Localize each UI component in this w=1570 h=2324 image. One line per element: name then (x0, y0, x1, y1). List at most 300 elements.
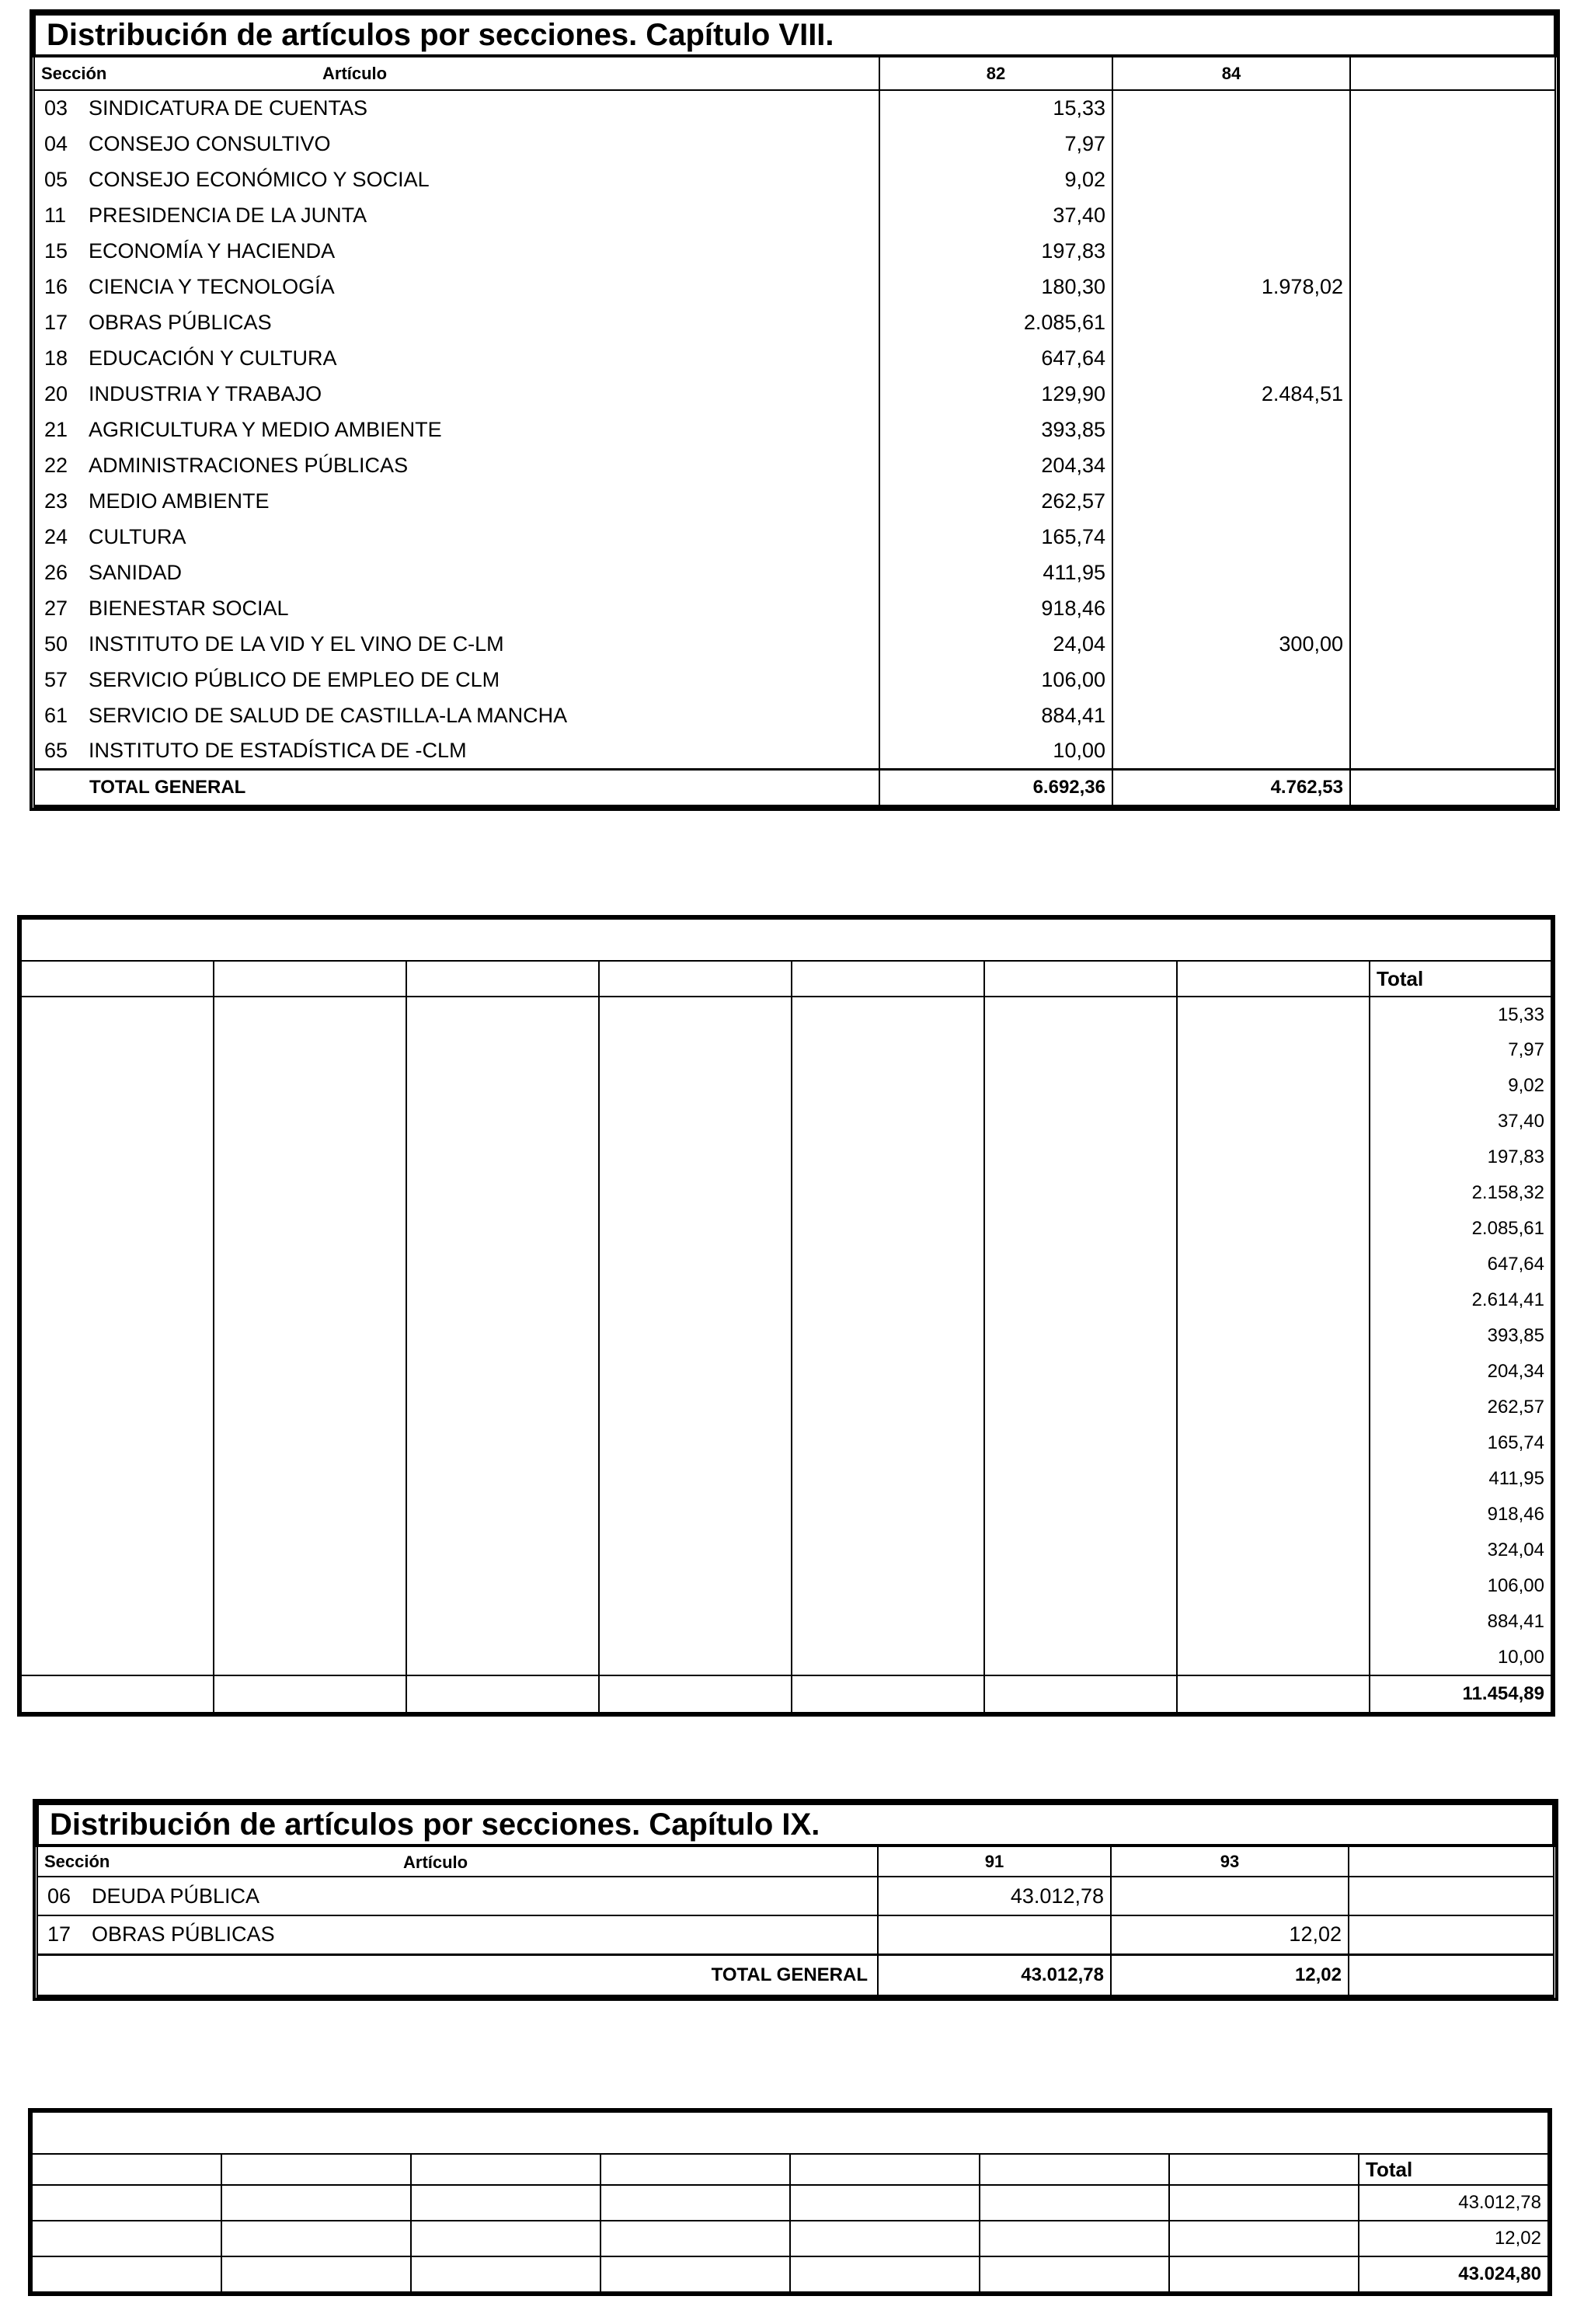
grid-cell (599, 997, 792, 1032)
value-84 (1112, 162, 1350, 197)
value-blank (1349, 1915, 1554, 1954)
grid-header-cell (214, 961, 406, 997)
section-code: 21 (34, 412, 89, 447)
value-blank (1349, 1877, 1554, 1915)
grid-cell (214, 1104, 406, 1139)
grid-cell (1177, 1211, 1370, 1247)
table-row (21, 1175, 1551, 1211)
row-total: 9,02 (1370, 1068, 1551, 1104)
value-blank (1350, 376, 1555, 412)
grid-cell (1169, 2185, 1359, 2221)
table-row (32, 2185, 1548, 2221)
table-row (34, 376, 1555, 412)
grid-cell (214, 1533, 406, 1568)
grid-cell (1169, 2221, 1359, 2256)
grid-cell (599, 1318, 792, 1354)
value-82: 393,85 (879, 412, 1112, 447)
grid-cell (792, 1533, 984, 1568)
cap8-table (33, 12, 1557, 808)
cap8-total-82: 6.692,36 (879, 769, 1112, 806)
grid-cell (792, 1390, 984, 1425)
row-total: 918,46 (1370, 1497, 1551, 1533)
grid-cell (21, 1640, 214, 1675)
row-total: 647,64 (1370, 1247, 1551, 1282)
grid-cell (1177, 1640, 1370, 1675)
grid-cell (792, 997, 984, 1032)
cap8-total-label: TOTAL GENERAL (34, 769, 879, 806)
row-total: 393,85 (1370, 1318, 1551, 1354)
cap9-total-91: 43.012,78 (878, 1954, 1111, 1996)
grid-cell (214, 1604, 406, 1640)
grid-total-cell (214, 1675, 406, 1713)
grid-cell (1177, 1318, 1370, 1354)
table-row (21, 1497, 1551, 1533)
grid-cell (599, 1568, 792, 1604)
cap9-total-label: TOTAL GENERAL (37, 1954, 878, 1996)
grid-total-cell (599, 1675, 792, 1713)
table-row (21, 1425, 1551, 1461)
grid-cell (790, 2185, 980, 2221)
cap9-header-articulo: Artículo (403, 1853, 468, 1872)
grid-total-cell (790, 2256, 980, 2292)
table-row (34, 304, 1555, 340)
value-82: 197,83 (879, 233, 1112, 269)
cap9-header-blank (1349, 1846, 1554, 1877)
cap8-header-seccion: Sección (41, 63, 107, 83)
value-82: 7,97 (879, 126, 1112, 162)
table-row (34, 483, 1555, 519)
table-row (37, 1915, 1554, 1954)
grid-cell (406, 1175, 599, 1211)
row-total: 2.085,61 (1370, 1211, 1551, 1247)
grid-cell (1177, 1032, 1370, 1068)
section-name: INDUSTRIA Y TRABAJO (89, 376, 879, 412)
grid-cell (792, 1247, 984, 1282)
grid-cell (599, 1211, 792, 1247)
grid-cell (599, 1247, 792, 1282)
grid-cell (32, 2221, 221, 2256)
table-row (34, 197, 1555, 233)
grid-header-cell (984, 961, 1177, 997)
table-row (21, 1068, 1551, 1104)
table-row (34, 733, 1555, 769)
grid-cell (792, 1425, 984, 1461)
row-total: 15,33 (1370, 997, 1551, 1032)
cap8-totals-header: Total (1370, 961, 1551, 997)
grid-cell (21, 1104, 214, 1139)
section-code: 57 (34, 662, 89, 698)
value-84 (1112, 340, 1350, 376)
value-blank (1350, 126, 1555, 162)
grid-cell (792, 1068, 984, 1104)
grid-cell (406, 1211, 599, 1247)
section-name: OBRAS PÚBLICAS (89, 304, 879, 340)
section-code: 04 (34, 126, 89, 162)
grid-cell (984, 1175, 1177, 1211)
grid-total-cell (1169, 2256, 1359, 2292)
grid-cell (984, 1318, 1177, 1354)
grid-cell (406, 1354, 599, 1390)
grid-header-cell (792, 961, 984, 997)
value-84 (1112, 555, 1350, 590)
grid-total-cell (980, 2256, 1169, 2292)
grid-cell (984, 1497, 1177, 1533)
grid-cell (792, 1104, 984, 1139)
grid-total-cell (792, 1675, 984, 1713)
grid-cell (214, 1139, 406, 1175)
table-row (21, 1282, 1551, 1318)
table-row (34, 269, 1555, 304)
value-84: 300,00 (1112, 626, 1350, 662)
cap9-totals-header: Total (1359, 2154, 1548, 2185)
grid-cell (1177, 1104, 1370, 1139)
grid-cell (792, 1318, 984, 1354)
grid-cell (21, 1354, 214, 1390)
cap8-totals-title-blank (21, 919, 1551, 961)
grid-cell (21, 1425, 214, 1461)
row-total: 197,83 (1370, 1139, 1551, 1175)
value-blank (1350, 555, 1555, 590)
grid-cell (599, 1354, 792, 1390)
value-84 (1112, 90, 1350, 126)
cap9-header-93: 93 (1111, 1846, 1349, 1877)
cap8-title: Distribución de artículos por secciones. Capítulo VIII. (34, 14, 1555, 56)
cap9-total-blank (1349, 1954, 1554, 1996)
grid-cell (984, 1604, 1177, 1640)
grid-cell (21, 1282, 214, 1318)
grid-cell (984, 1461, 1177, 1497)
grid-cell (406, 1318, 599, 1354)
grid-cell (984, 1640, 1177, 1675)
section-name: CULTURA (89, 519, 879, 555)
grid-cell (214, 1318, 406, 1354)
grid-cell (984, 1568, 1177, 1604)
value-84 (1112, 733, 1350, 769)
value-blank (1350, 590, 1555, 626)
grid-cell (984, 1282, 1177, 1318)
grid-cell (1177, 997, 1370, 1032)
table-row (34, 126, 1555, 162)
table-row (21, 997, 1551, 1032)
value-blank (1350, 447, 1555, 483)
table-row (21, 1390, 1551, 1425)
value-blank (1350, 519, 1555, 555)
table-row (21, 1032, 1551, 1068)
grid-total-cell (600, 2256, 790, 2292)
table-row (34, 662, 1555, 698)
grid-cell (984, 1354, 1177, 1390)
section-code: 11 (34, 197, 89, 233)
grid-cell (984, 1211, 1177, 1247)
value-84 (1112, 590, 1350, 626)
grid-cell (599, 1104, 792, 1139)
grid-cell (21, 1497, 214, 1533)
grid-cell (792, 1032, 984, 1068)
grid-cell (406, 1104, 599, 1139)
section-name: SERVICIO PÚBLICO DE EMPLEO DE CLM (89, 662, 879, 698)
section-name: INSTITUTO DE LA VID Y EL VINO DE C-LM (89, 626, 879, 662)
value-84: 1.978,02 (1112, 269, 1350, 304)
value-93: 12,02 (1111, 1915, 1349, 1954)
grid-cell (600, 2185, 790, 2221)
value-blank (1350, 90, 1555, 126)
grid-cell (1177, 1497, 1370, 1533)
value-82: 918,46 (879, 590, 1112, 626)
value-blank (1350, 733, 1555, 769)
cap9-header-91: 91 (878, 1846, 1111, 1877)
section-name: ECONOMÍA Y HACIENDA (89, 233, 879, 269)
value-84: 2.484,51 (1112, 376, 1350, 412)
value-blank (1350, 412, 1555, 447)
section-code: 03 (34, 90, 89, 126)
value-blank (1350, 662, 1555, 698)
grid-cell (1177, 1282, 1370, 1318)
grid-cell (1177, 1247, 1370, 1282)
table-row (34, 555, 1555, 590)
value-84 (1112, 483, 1350, 519)
grid-cell (1177, 1568, 1370, 1604)
grid-total-cell (21, 1675, 214, 1713)
grid-cell (600, 2221, 790, 2256)
grid-cell (221, 2221, 411, 2256)
grid-cell (792, 1282, 984, 1318)
grid-cell (1177, 1390, 1370, 1425)
section-code: 27 (34, 590, 89, 626)
grid-cell (214, 1247, 406, 1282)
section-name: AGRICULTURA Y MEDIO AMBIENTE (89, 412, 879, 447)
grid-cell (21, 1032, 214, 1068)
grid-cell (1177, 1461, 1370, 1497)
grid-cell (984, 1390, 1177, 1425)
value-82: 37,40 (879, 197, 1112, 233)
row-total: 165,74 (1370, 1425, 1551, 1461)
value-84 (1112, 412, 1350, 447)
grid-cell (1177, 1175, 1370, 1211)
section-code: 06 (37, 1877, 92, 1915)
section-code: 61 (34, 698, 89, 733)
cap9-totals-title-blank (32, 2112, 1548, 2154)
row-total: 2.158,32 (1370, 1175, 1551, 1211)
grid-header-cell (21, 961, 214, 997)
grid-cell (984, 1533, 1177, 1568)
grid-cell (21, 1461, 214, 1497)
grid-total-cell (984, 1675, 1177, 1713)
grid-cell (792, 1354, 984, 1390)
grid-cell (406, 1461, 599, 1497)
grid-header-cell (406, 961, 599, 997)
grid-cell (214, 1282, 406, 1318)
section-name: INSTITUTO DE ESTADÍSTICA DE -CLM (89, 733, 879, 769)
section-name: CIENCIA Y TECNOLOGÍA (89, 269, 879, 304)
grid-cell (214, 1425, 406, 1461)
value-82: 24,04 (879, 626, 1112, 662)
section-name: SINDICATURA DE CUENTAS (89, 90, 879, 126)
cap9-header-seccion: Sección (44, 1851, 110, 1871)
grid-cell (411, 2185, 600, 2221)
grid-cell (792, 1175, 984, 1211)
value-84 (1112, 233, 1350, 269)
section-name: MEDIO AMBIENTE (89, 483, 879, 519)
grid-cell (599, 1425, 792, 1461)
grid-cell (1177, 1354, 1370, 1390)
value-84 (1112, 197, 1350, 233)
grid-cell (406, 1068, 599, 1104)
row-total: 324,04 (1370, 1533, 1551, 1568)
grid-cell (980, 2221, 1169, 2256)
grid-cell (984, 997, 1177, 1032)
table-row (21, 1354, 1551, 1390)
section-code: 22 (34, 447, 89, 483)
grid-cell (214, 1461, 406, 1497)
grid-cell (411, 2221, 600, 2256)
table-row (34, 519, 1555, 555)
cap8-header-left (34, 56, 879, 90)
section-name: BIENESTAR SOCIAL (89, 590, 879, 626)
grid-cell (406, 1604, 599, 1640)
grid-cell (406, 1247, 599, 1282)
section-name: SERVICIO DE SALUD DE CASTILLA-LA MANCHA (89, 698, 879, 733)
cap9-totals-table (31, 2111, 1549, 2293)
table-row (34, 590, 1555, 626)
cap8-grand-total: 11.454,89 (1370, 1675, 1551, 1713)
grid-header-cell (32, 2154, 221, 2185)
value-blank (1350, 162, 1555, 197)
section-name: PRESIDENCIA DE LA JUNTA (89, 197, 879, 233)
grid-cell (406, 1497, 599, 1533)
grid-cell (984, 1104, 1177, 1139)
grid-cell (984, 1425, 1177, 1461)
grid-cell (214, 1175, 406, 1211)
grid-cell (599, 1497, 792, 1533)
grid-header-cell (790, 2154, 980, 2185)
section-code: 05 (34, 162, 89, 197)
grid-cell (21, 997, 214, 1032)
grid-cell (21, 1139, 214, 1175)
grid-cell (21, 1175, 214, 1211)
section-code: 23 (34, 483, 89, 519)
cap9-total-93: 12,02 (1111, 1954, 1349, 1996)
value-82: 165,74 (879, 519, 1112, 555)
grid-total-cell (1177, 1675, 1370, 1713)
table-row (34, 412, 1555, 447)
value-84 (1112, 126, 1350, 162)
section-code: 18 (34, 340, 89, 376)
grid-cell (406, 1282, 599, 1318)
row-total: 262,57 (1370, 1390, 1551, 1425)
value-84 (1112, 304, 1350, 340)
grid-cell (984, 1247, 1177, 1282)
row-total: 37,40 (1370, 1104, 1551, 1139)
value-82: 15,33 (879, 90, 1112, 126)
grid-cell (792, 1139, 984, 1175)
grid-cell (1177, 1533, 1370, 1568)
grid-header-cell (600, 2154, 790, 2185)
value-82: 411,95 (879, 555, 1112, 590)
section-name: OBRAS PÚBLICAS (92, 1915, 878, 1954)
grid-cell (406, 1139, 599, 1175)
table-row (21, 1104, 1551, 1139)
grid-cell (792, 1461, 984, 1497)
grid-cell (406, 1533, 599, 1568)
row-total: 43.012,78 (1359, 2185, 1548, 2221)
cap9-table (36, 1802, 1555, 1998)
cap8-totals-table (20, 918, 1552, 1713)
grid-header-cell (980, 2154, 1169, 2185)
grid-cell (599, 1068, 792, 1104)
section-name: CONSEJO ECONÓMICO Y SOCIAL (89, 162, 879, 197)
grid-cell (984, 1032, 1177, 1068)
grid-cell (599, 1282, 792, 1318)
table-row (21, 1568, 1551, 1604)
table-row (21, 1247, 1551, 1282)
grid-cell (214, 1068, 406, 1104)
grid-cell (792, 1211, 984, 1247)
value-82: 180,30 (879, 269, 1112, 304)
grid-cell (406, 1032, 599, 1068)
grid-cell (792, 1604, 984, 1640)
section-name: CONSEJO CONSULTIVO (89, 126, 879, 162)
grid-cell (599, 1604, 792, 1640)
row-total: 411,95 (1370, 1461, 1551, 1497)
section-code: 15 (34, 233, 89, 269)
grid-cell (599, 1533, 792, 1568)
grid-cell (406, 1425, 599, 1461)
section-name: SANIDAD (89, 555, 879, 590)
value-82: 262,57 (879, 483, 1112, 519)
grid-cell (21, 1390, 214, 1425)
grid-cell (21, 1247, 214, 1282)
value-84 (1112, 447, 1350, 483)
table-row (21, 1211, 1551, 1247)
value-blank (1350, 304, 1555, 340)
table-row (21, 1461, 1551, 1497)
row-total: 204,34 (1370, 1354, 1551, 1390)
value-84 (1112, 662, 1350, 698)
grid-header-cell (1177, 961, 1370, 997)
grid-cell (790, 2221, 980, 2256)
value-91: 43.012,78 (878, 1877, 1111, 1915)
grid-cell (21, 1604, 214, 1640)
table-row (34, 90, 1555, 126)
value-82: 2.085,61 (879, 304, 1112, 340)
section-code: 17 (37, 1915, 92, 1954)
value-82: 884,41 (879, 698, 1112, 733)
row-total: 7,97 (1370, 1032, 1551, 1068)
row-total: 10,00 (1370, 1640, 1551, 1675)
cap8-header-blank (1350, 56, 1555, 90)
table-row (34, 233, 1555, 269)
grid-cell (406, 1390, 599, 1425)
grid-cell (406, 1568, 599, 1604)
section-code: 24 (34, 519, 89, 555)
grid-cell (599, 1139, 792, 1175)
cap9-header-left (37, 1846, 878, 1877)
value-blank (1350, 698, 1555, 733)
value-82: 9,02 (879, 162, 1112, 197)
grid-cell (214, 1640, 406, 1675)
grid-cell (221, 2185, 411, 2221)
cap8-header-82: 82 (879, 56, 1112, 90)
grid-cell (1177, 1425, 1370, 1461)
grid-cell (599, 1032, 792, 1068)
grid-cell (32, 2185, 221, 2221)
grid-cell (21, 1068, 214, 1104)
table-row (32, 2221, 1548, 2256)
grid-cell (980, 2185, 1169, 2221)
cap9-title: Distribución de artículos por secciones. Capítulo IX. (37, 1804, 1554, 1846)
grid-header-cell (221, 2154, 411, 2185)
value-84 (1112, 519, 1350, 555)
